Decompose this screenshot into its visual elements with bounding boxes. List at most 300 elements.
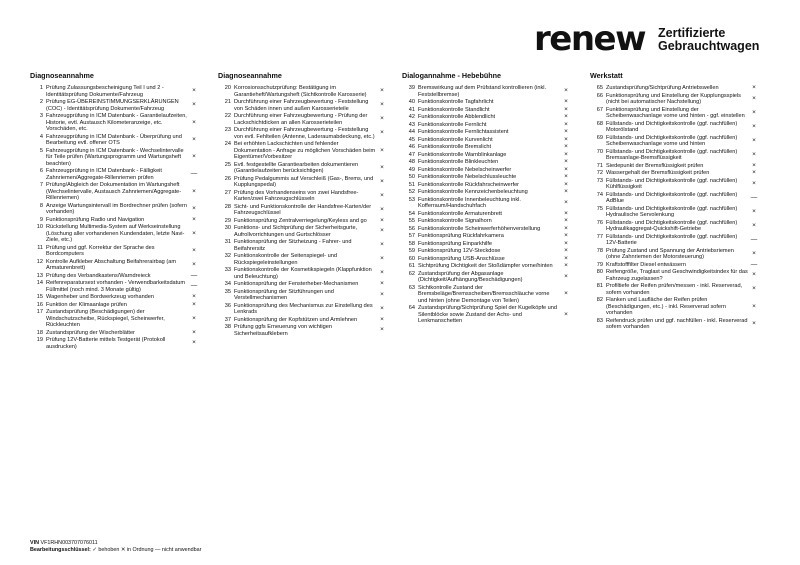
status-mark: × [380,241,384,249]
status-mark: × [380,269,384,277]
checklist-item [218,317,388,324]
item-number: 33 [224,267,231,273]
item-number: 51 [408,181,415,188]
status-mark: × [752,136,756,144]
tagline-line-2: Gebrauchtwagen [658,39,760,53]
item-number: 83 [596,317,603,324]
checklist-item [590,192,760,205]
item-text: Funktionskontrolle Kennzeichenbeleuchtung [418,189,528,195]
item-text: Funktionskontrolle Warnblinkanlage [418,151,507,158]
tagline [658,27,759,53]
status-mark: × [752,207,756,215]
checklist-item [218,239,388,252]
status-mark: × [564,217,568,224]
checklist-item [402,114,572,121]
item-text: Funktionskontrolle Tagfahrlicht [418,99,494,105]
item-number: 22 [224,113,231,119]
item-number: 26 [224,175,231,182]
item-text: Prüfung Zustand und Spannung der Antriebsriemen (ohne Zahnriemen der Motorsteuerung) [606,247,734,260]
checklist-item [218,267,388,280]
item-text: Siedepunkt der Bremsflüssigkeit prüfen [606,162,704,169]
checklist-item [402,137,572,144]
status-mark: × [752,94,756,102]
status-mark: × [564,105,568,113]
status-mark: × [192,215,196,223]
item-text: Funktionskontrolle Nebelscheinwerfer [418,166,512,173]
item-number: 40 [408,99,415,105]
checklist-item [218,127,388,140]
checklist-item [402,226,572,233]
item-text: Fahrzeugprüfung in ICM Datenbank - Überprüfung und Bearbeitung evtl. offener OTS [46,133,182,146]
checklist-item [590,206,760,219]
item-number: 21 [224,99,231,105]
item-text: Funktionskontrolle Abblendlicht [418,114,496,120]
status-mark: × [380,163,384,171]
status-mark: — [750,235,758,243]
status-mark: × [564,310,568,318]
item-number: 9 [39,216,43,223]
status-mark: × [380,315,384,323]
checklist-item [590,283,760,296]
checklist-item [218,176,388,189]
checklist-item [30,113,200,133]
checklist-item [402,256,572,263]
item-number: 57 [408,233,415,239]
item-number: 68 [596,120,603,127]
item-text: Bei erhöhten Lackschichten und fehlender Dokumentation - Anfrage zu möglichen Vorschäden beim Eigentümer/Vorbesitzer [234,141,376,160]
column-title: Diagnoseannahme [30,71,94,80]
item-number: 14 [36,280,43,286]
checklist-item [30,309,200,329]
vin-line [30,540,201,547]
tagline-line-1: Zertifizierte [658,26,726,40]
checklist-item [30,330,200,337]
checklist-item [402,218,572,225]
item-number: 28 [224,203,231,210]
item-number: 74 [596,191,603,198]
item-text: Zustandsprüfung (Beschädigungen) der Windschutzscheibe, Rückspiegel, Scheinwerfer, Rückleuchten [46,309,165,328]
item-text: Funktionskontrolle Standlicht [418,106,490,113]
status-mark: × [564,98,568,105]
status-mark: × [380,129,384,137]
status-mark: × [380,290,384,298]
checklist-item [218,289,388,302]
item-text: Bremswirkung auf dem Prüfstand kontrollieren (inkl. Feststellbremse) [418,85,547,98]
status-mark: × [380,216,384,224]
status-mark: × [564,158,568,165]
item-text: Prüfung des Vorhandenseins von zwei Handsfree-Karten/zwei Fahrzeugschlüsseln [234,189,359,202]
status-mark: × [192,118,196,126]
checklist-item [402,99,572,106]
checklist-item [30,99,200,112]
item-text: Durchführung einer Fahrzeugbewertung - Feststellung von Schäden innen und außen Karosserieteile [234,99,369,112]
status-mark: × [192,229,196,237]
checklist-item [590,107,760,120]
status-mark: × [564,87,568,95]
checklist-item [218,225,388,238]
item-text: Korrosionsschutzprüfung: Bestätigung im Garantieheft/Wartungsheft (Sichtkontrolle Karosserie) [234,85,367,98]
item-text: Funktionskontrolle Signalhorn [418,218,492,224]
item-text: Füllstands- und Dichtigkeitskontrolle (ggf. nachfüllen) AdBlue [606,191,738,204]
checklist-item [402,285,572,305]
checklist-item [402,174,572,181]
item-number: 60 [408,255,415,262]
item-number: 78 [596,247,603,254]
status-mark: × [192,101,196,109]
item-text: Durchführung einer Fahrzeugbewertung - Feststellung von evtl. Fehlteilen (Antenne, Laderaumabdeckung, etc.) [234,127,375,140]
checklist-item [590,149,760,162]
checklist-item [402,85,572,98]
status-mark: × [752,249,756,257]
item-text: Sicht- und Funktionskontrolle der Handsfree-Karten/der Fahrzeugschlüssel [234,203,372,216]
checklist-item [402,159,572,166]
status-mark: × [192,300,196,308]
item-text: Funktionskontrolle Bremslicht [418,144,492,150]
item-number: 35 [224,288,231,295]
status-mark: × [192,187,196,195]
item-number: 49 [408,166,415,173]
status-mark: × [380,146,384,154]
checklist-item [218,141,388,161]
status-mark: × [380,177,384,185]
status-mark: × [752,271,756,279]
status-mark: × [380,115,384,123]
item-text: Funktionsprüfung der Kopfstützen und Armlehnen [234,316,358,323]
item-text: Funktionsprüfung des Mechanismus zur Einstellung des Lenkrads [234,302,373,315]
item-number: 59 [408,248,415,254]
checklist-item [218,99,388,112]
status-mark: × [192,204,196,212]
checklist-item [402,241,572,248]
checklist-item [590,93,760,106]
item-number: 45 [408,136,415,143]
checklist-item [590,178,760,191]
item-text: Prüfung ggfs Erneuerung von wichtigen Sicherheitsaufklebern [234,324,332,337]
checklist-item [30,337,200,350]
item-number: 52 [408,189,415,195]
item-number: 56 [408,225,415,232]
item-text: Funktionsprüfung Radio und Navigation [46,216,145,223]
item-number: 81 [596,283,603,289]
item-text: Funktionsprüfung 12V-Steckdose [418,248,501,254]
status-mark: — [190,170,198,178]
item-number: 42 [408,114,415,120]
checklist-item [218,218,388,225]
item-number: 54 [408,210,415,217]
checklist-item [218,253,388,266]
item-number: 15 [36,294,43,300]
item-number: 3 [39,113,43,119]
item-number: 80 [596,269,603,275]
item-text: Füllstands- und Dichtigkeitskontrolle (ggf. nachfüllen) Hydraulikaggregat-Quickshift-Getriebe [606,219,738,232]
item-text: Funktionsprüfung Rückfahrkamera [418,233,504,239]
checklist-item [402,122,572,129]
status-mark: × [564,232,568,239]
item-number: 36 [224,302,231,309]
item-number: 4 [39,133,43,140]
item-text: Funktionskontrolle Rückfahrscheinwerfer [418,181,520,188]
status-mark: × [380,280,384,287]
checklist-item [402,197,572,210]
status-mark: × [192,328,196,336]
legend-text: ✓ behoben ✕ in Ordnung — nicht anwendbar [92,547,202,553]
status-mark: × [752,108,756,116]
item-number: 1 [39,85,43,91]
status-mark: × [564,165,568,173]
checklist-item [402,233,572,240]
status-mark: — [190,282,198,290]
checklist-item [402,167,572,174]
item-number: 7 [39,182,43,188]
status-mark: × [380,227,384,235]
checklist-item [218,303,388,316]
item-text: Prüfung 12V-Batterie mittels Testgerät (Protokoll ausdrucken) [46,337,166,350]
item-text: Füllstands- und Dichtigkeitskontrolle (ggf. nachfüllen) Hydraulische Servolenkung [606,205,738,218]
checklist-item [218,85,388,98]
item-number: 17 [36,309,43,315]
status-mark: × [192,246,196,254]
status-mark: × [752,84,756,91]
item-number: 64 [408,305,415,311]
item-text: Funktionskontrolle Armaturenbrett [418,210,502,217]
item-number: 18 [36,329,43,336]
item-text: Profiltiefe der Reifen prüfen/messen - inkl. Reserverad, sofern vorhanden [606,283,743,296]
checklist-item [30,259,200,272]
item-text: Zustandsprüfung der Wischerblätter [46,329,135,336]
status-mark: × [752,221,756,229]
item-text: Kraftstofffilter Diesel entwässern [606,261,687,268]
checklist-item [30,224,200,244]
item-text: Funktionskontrolle Nebelschlussleuchte [418,174,517,180]
item-number: 5 [39,147,43,154]
item-number: 13 [36,272,43,279]
status-mark: × [752,161,756,169]
status-mark: × [192,260,196,268]
status-mark: × [192,293,196,300]
item-text: Durchführung einer Fahrzeugbewertung - Prüfung der Lackschichtdicken an allen Karosserieteilen [234,113,368,126]
checklist-item [590,234,760,247]
status-mark: × [564,143,568,150]
item-text: Funktionskontrolle Innenbeleuchtung inkl. Kofferraum/Handschuhfach [418,196,521,209]
checklist-item [402,144,572,151]
item-number: 48 [408,159,415,165]
status-mark: × [564,272,568,280]
item-text: Funktionskontrolle Fernlichtassistent [418,129,509,135]
checklist-item [30,245,200,258]
column-werkstatt [590,71,760,332]
item-text: Funktionsprüfung Zentralverriegelung/Keyless and go [234,217,367,224]
item-number: 30 [224,225,231,231]
checklist-item [402,248,572,255]
item-text: Zustandsprüfung/Sichtprüfung Antriebswellen [606,85,719,91]
status-mark: × [564,247,568,254]
checklist-item [30,302,200,309]
item-text: Prüfung Zulassungsbescheinigung Teil I und 2 - Identitätsprüfung Dokumente/Fahrzeug [46,85,164,98]
item-text: Zustandsprüfung der Abgasanlage (Dichtigkeit/Aufhängung/Beschädigungen) [418,270,523,283]
checklist-item [590,170,760,177]
status-mark: × [564,128,568,135]
item-number: 39 [408,85,415,91]
checklist-item [30,294,200,301]
item-text: Evtl. festgestellte Garantiearbeiten dokumentieren (Garantielaufzeiten berücksichtigen) [234,161,359,174]
item-number: 72 [596,170,603,176]
item-number: 31 [224,239,231,245]
item-text: Prüfung des Verbandkastens/Warndreieck [46,272,151,279]
item-text: Wagenheber und Bordwerkzeug vorhanden [46,294,155,300]
checklist-item [402,263,572,270]
checklist-item [218,113,388,126]
status-mark: × [564,262,568,269]
status-mark: × [564,198,568,206]
item-number: 10 [36,224,43,230]
item-text: Sichtprüfung Dichtigkeit der Stoßdämpfer vorne/hinten [418,263,553,269]
legend-line [30,547,201,554]
item-number: 65 [596,85,603,91]
column-dialogannahme [402,71,572,326]
status-mark: × [192,314,196,322]
item-text: Funktionskontrolle der Kosmetikspiegeln (Klappfunktion und Beleuchtung) [234,267,372,280]
item-number: 32 [224,253,231,259]
item-number: 16 [36,301,43,308]
item-text: Anzeige Wartungsintervall im Bordrechner prüfen (sofern vorhanden) [46,202,187,215]
item-text: Prüfung Pedalgummis auf Verschleiß (Gas-, Brems, und Kupplungspedal) [234,175,374,188]
checklist-item [590,269,760,282]
item-number: 76 [596,219,603,226]
item-number: 53 [408,196,415,203]
checklist-item [30,182,200,202]
checklist-item [218,204,388,217]
item-number: 69 [596,134,603,141]
item-text: Flanken und Laufläche der Reifen prüfen (Beschädigungen, etc.) - inkl. Reserverad sofern vorhanden [606,297,727,316]
column-title: Diagnoseannahme [218,71,282,80]
item-number: 82 [596,297,603,303]
checklist-item [590,135,760,148]
item-text: Füllstands- und Dichtigkeitskontrolle (ggf. nachfüllen) Scheibenwaschanlage vorne und hinten [606,134,738,147]
item-number: 79 [596,261,603,268]
status-mark: × [564,113,568,120]
vin-label: VIN [30,540,39,546]
item-text: Funktionsprüfung USB-Anschlüsse [418,255,505,262]
item-number: 2 [39,99,43,105]
status-mark: × [564,135,568,143]
status-mark: × [752,319,756,327]
checklist-item [402,211,572,218]
checklist-item [402,152,572,159]
vin-value: VF1RHN003707076011 [40,540,98,546]
item-number: 58 [408,240,415,247]
item-number: 25 [224,161,231,168]
checklist-item [30,273,200,280]
status-mark: × [752,122,756,130]
status-mark: × [380,205,384,213]
item-number: 46 [408,144,415,150]
checklist-item [590,297,760,317]
checklist-item [30,134,200,147]
status-mark: × [380,304,384,312]
status-mark: × [380,191,384,199]
status-mark: × [380,101,384,109]
checklist-item [30,280,200,293]
checklist-item [402,305,572,325]
item-number: 24 [224,141,231,147]
item-text: Funktionsprüfung und Einstellung der Kupplungsspiels (nicht bei automatischer Nachstellung) [606,92,741,105]
item-number: 70 [596,148,603,155]
status-mark: × [752,169,756,176]
item-text: Reifenreparatursest vorhanden - Verwendbarkeitsdatum Füllmittel (noch mind. 3 Monate gültig) [46,280,185,293]
status-mark: × [752,179,756,187]
item-number: 23 [224,127,231,133]
status-mark: × [564,254,568,262]
item-text: Funktions- und Sichtprüfung der Sicherheitsgurte, Aufrollvorrichtungen und Gurtschlösser [234,225,358,238]
item-text: Funktion der Klimaanlage prüfen [46,301,127,308]
item-number: 55 [408,218,415,224]
checklist-item [590,248,760,261]
item-text: Fahrzeugprüfung in ICM Datenbank - Garantielaufzeiten, Historie, evtl. Austausch Kilometeranzeige, etc. Vorschäden, etc. [46,113,187,132]
item-number: 34 [224,281,231,287]
checklist-item [590,318,760,331]
status-mark: × [564,188,568,195]
item-number: 38 [224,324,231,330]
item-number: 37 [224,316,231,323]
item-number: 47 [408,151,415,158]
item-text: Reifendruck prüfen und ggf. nachfüllen - inkl. Reserverad sofern vorhanden [606,317,748,330]
item-text: Kontrolle Aufkleber Abschaltung Beifahrerairbag (am Armaturenbrett) [46,258,176,271]
item-text: Füllstands- und Dichtigkeitskontrolle (ggf. nachfüllen) 12V-Batterie [606,233,738,246]
item-text: Prüfung/Abgleich der Dokumentation im Wartungsheft (Wechselintervalle, Austausch Zahnriemen/Aggregate-Rillenriemen) [46,182,182,201]
checklist-item [590,220,760,233]
item-text: Funktionskontrolle Kurvenlicht [418,136,493,143]
status-mark: × [192,87,196,95]
item-number: 44 [408,129,415,135]
status-mark: × [380,326,384,334]
item-number: 62 [408,270,415,277]
item-text: Reifengröße, Traglast und Geschwindigkeitsindex für das Fahrzeug zugelassen? [606,269,748,282]
item-text: Funktionskontrolle Blinkleuchten [418,159,499,165]
item-number: 41 [408,106,415,113]
checklist-item [218,190,388,203]
item-number: 20 [224,85,231,91]
item-number: 50 [408,174,415,180]
checklist-item [218,281,388,288]
item-text: Prüfung EG-ÜBEREINSTIMMUNGSERKLÄRUNGEN (COC) - Identitätsprüfung Dokumente/Fahrzeug [46,99,179,112]
checklist-item [590,121,760,134]
status-mark: × [752,285,756,293]
item-text: Funktionskontrolle Fernlicht [418,121,487,128]
status-mark: × [564,180,568,188]
status-mark: × [380,255,384,263]
item-number: 77 [596,233,603,240]
item-number: 75 [596,205,603,212]
item-text: Wassergehalt der Bremsflüssigkeit prüfen [606,170,710,176]
checklist-item [590,163,760,170]
item-number: 63 [408,284,415,291]
checklist-item [402,129,572,136]
legend-label: Bearbeitungsschlüssel: [30,547,91,553]
checklist-item [590,262,760,269]
column-title: Dialogannahme - Hebebühne [402,71,502,80]
item-text: Füllstands- und Dichtigkeitskontrolle (ggf. nachfüllen) Bremsanlage-Bremsflüssigkeit [606,148,738,161]
item-text: Fahrzeugprüfung in ICM Datenbank - Fälligkeit Zahnriemen/Aggregate-Rillenriemen prüfen [46,168,162,181]
status-mark: × [752,150,756,158]
checklist-item [402,182,572,189]
item-text: Funktionsprüfung und Einstellung der Scheibenwaschanlage vorne und hinten - ggf. einstellen [606,106,745,119]
status-mark: × [192,135,196,143]
checklist-item [402,189,572,196]
status-mark: × [564,173,568,180]
checklist-item [30,217,200,224]
item-number: 66 [596,92,603,99]
renew-logo: renew [534,19,646,59]
